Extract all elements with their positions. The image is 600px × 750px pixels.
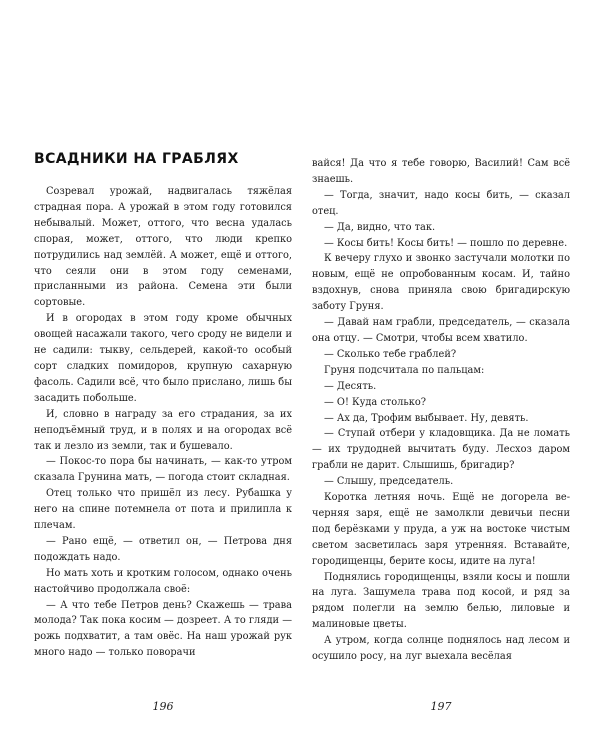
paragraph: — Тогда, значит, надо косы бить, — сказал отец. xyxy=(312,189,570,217)
chapter-title: ВСАДНИКИ НА ГРАБЛЯХ xyxy=(34,151,239,167)
paragraph: К вечеру глухо и звонко застучали молотки по новым, ещё не опробованным косам. И, тайно вздохнув, снова приняла свою бригадирскую заботу Груня. xyxy=(312,253,570,313)
right-page-text xyxy=(312,156,570,665)
paragraph: — Косы бить! Косы бить! — пошло по деревне. xyxy=(324,237,568,249)
paragraph: — Давай нам грабли, председатель, — сказала она отцу. — Смотри, чтобы всем хватило. xyxy=(312,317,570,344)
left-page xyxy=(34,0,292,750)
paragraph: — О! Куда столько? xyxy=(324,396,426,408)
paragraph: Груня подсчитала по пальцам: xyxy=(324,364,485,376)
paragraph: — Покос-то пора бы начинать, — как-то утром сказала Грунина мать, — погода стоит складная. xyxy=(34,456,292,484)
paragraph: — Рано ещё, — ответил он, — Петрова дня подождать надо. xyxy=(34,535,292,563)
paragraph: — Ступай отбери у кладовщика. Да не ломать — их трудодней вычитать буду. Лесхоз даром грабли не дарит. Слышишь, бригадир? xyxy=(312,428,570,472)
paragraph: — А что тебе Петров день? Скажешь — трава молода? Так пока косим — дозреет. А то гляди — рожь подхватит, а там овёс. На наш урожай рук много надо — только поворачи xyxy=(34,599,292,659)
left-page-text xyxy=(34,184,292,661)
right-page xyxy=(312,0,570,750)
paragraph: — Десять. xyxy=(324,380,377,392)
paragraph: вайся! Да что я тебе говорю, Василий! Сам всё знаешь. xyxy=(312,158,570,185)
paragraph: — Сколько тебе граблей? xyxy=(324,348,457,360)
paragraph: — Да, видно, что так. xyxy=(324,221,436,233)
paragraph: Отец только что пришёл из лесу. Рубашка у него на спине потемнела от пота и прилипла к плечам. xyxy=(34,488,292,532)
paragraph: Созревал урожай, надвигалась тяжёлая страдная пора. А урожай в этом году готовился небывалый. Может, оттого, что весна удалась споpая, может, оттого, что люди крепко потрудились над землёй. А может, ещё и оттого, что сеяли они в этом году семенами, присланными из района. Семена эти были сортовые. xyxy=(34,186,292,309)
page-number: 196 xyxy=(152,700,174,713)
paragraph: — Слышу, председатель. xyxy=(324,476,454,488)
paragraph: — Ах да, Трофим выбывает. Ну, девять. xyxy=(324,412,529,424)
paragraph: И в огородах в этом году кроме обычных овощей насажали такого, чего сроду не видели и не садили: тыкву, сельдерей, какой-то особый сорт сладких помидоров, крупную сахарную фасоль. Садили всё, что было прислано, лишь бы засадить побольше. xyxy=(34,313,292,404)
paragraph: А утром, когда солнце поднялось над лесом и осушило росу, на луг выехала весёлая xyxy=(312,635,570,663)
paragraph: Но мать хоть и кротким голосом, однако очень настойчиво продолжала своё: xyxy=(34,567,292,595)
paragraph: Коротка летняя ночь. Ещё не догорела вечерняя заря, ещё не замолкли девичьи песни под берёзками у пруда, а уж на востоке чистым светом засветилась заря утренняя. Вставайте, городищенцы, берите косы, идите на луга! xyxy=(312,492,570,567)
page-number: 197 xyxy=(430,700,452,713)
paragraph: Поднялись городищенцы, взяли косы и пошли на луга. Зашумела трава под косой, и ряд за рядом полегли на землю белью, лиловые и малиновые цветы. xyxy=(312,571,570,631)
paragraph: И, словно в награду за его страдания, за их неподъёмный труд, и в полях и на огородах всё так и лезло из земли, так и бушевало. xyxy=(34,408,292,452)
